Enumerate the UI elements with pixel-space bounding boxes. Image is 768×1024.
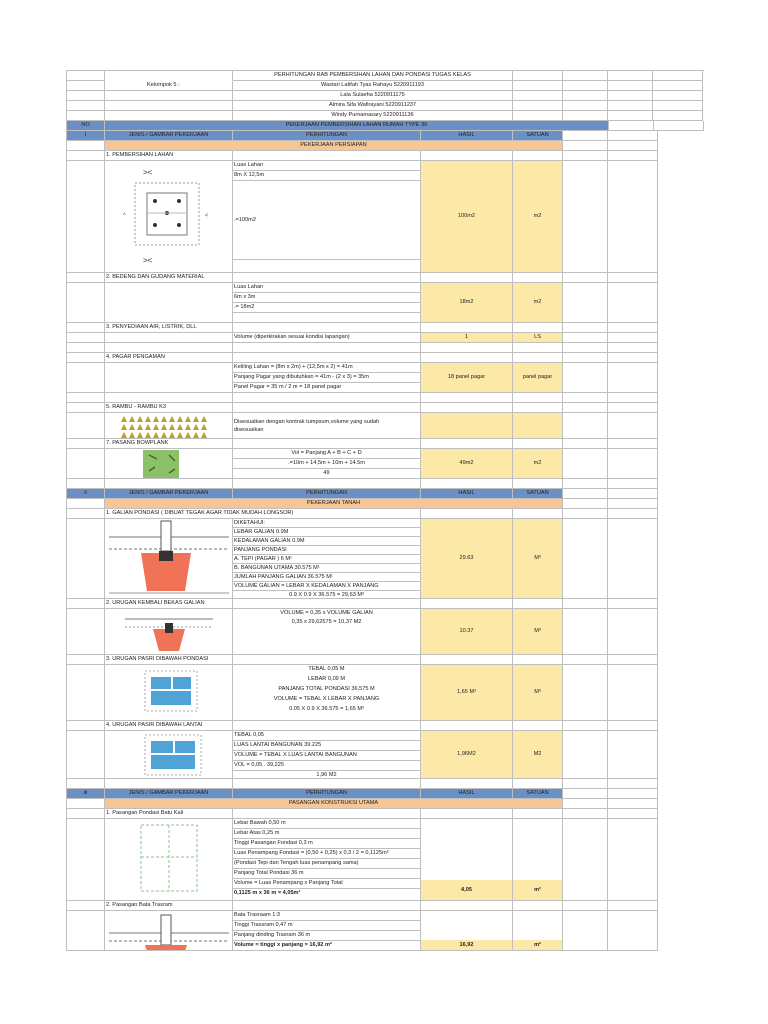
warning-sign-icon — [169, 432, 175, 438]
warning-sign-icon — [177, 416, 183, 422]
member-2: Lala Sulaeha 5220911175 — [233, 91, 513, 101]
section-title: PEKERJAAN PERSIAPAN — [105, 141, 563, 151]
warning-sign-icon — [169, 416, 175, 422]
col-unit: SATUAN — [513, 131, 563, 141]
bowplank-image — [105, 449, 233, 479]
item-label: 1. PEMBERSIHAN LAHAN — [105, 151, 233, 161]
warning-sign-icon — [145, 416, 151, 422]
calc-line: A. TEPI (PAGAR ) 6 M¹ — [233, 555, 420, 564]
calc-line: VOLUME = 0,35 x VOLUME GALIAN — [280, 610, 373, 616]
section-title: PEKERJAAN TANAH — [105, 499, 563, 509]
calc-line: VOLUME = TEBAL X LEBAR X PANJANG — [273, 696, 380, 702]
warning-sign-icon — [129, 416, 135, 422]
col-calc: PERHITUNGAN — [233, 489, 421, 499]
calc-line: Bata Trasraam 1:3 — [233, 911, 420, 921]
col-unit: SATUAN — [513, 489, 563, 499]
calc-line: VOLUME = TEBAL X LUAS LANTAI BANGUNAN — [233, 751, 420, 761]
section-no: iii — [67, 789, 105, 799]
item-label: 3. URUGAN PASRI DIBAWAH PONDASI — [105, 655, 233, 665]
calc-line: TEBAL 0,05 M — [308, 666, 345, 672]
warning-sign-icon — [145, 432, 151, 438]
item-label: 2. Pasangan Bata Trasram — [105, 901, 233, 911]
result-value: 4,05 — [421, 880, 512, 900]
member-1: Wastari Latifah Tyas Rahayu 5220911193 — [233, 81, 513, 91]
top-title: PEKERJAAN PEMBERSIHAN LAHAN RUMAH TYPE 36 — [105, 121, 609, 131]
spreadsheet — [66, 70, 704, 951]
warning-sign-icon — [137, 416, 143, 422]
calc-line: Lebar Bawah 0,50 m — [233, 819, 420, 829]
sand-plan-image — [105, 665, 233, 721]
col-result: HASIL — [421, 489, 513, 499]
warning-sign-icon — [153, 416, 159, 422]
backfill-section-image — [105, 609, 233, 655]
result-value: 1,96M2 — [421, 731, 513, 779]
calc-line: Lebar Atas 0,25 m — [233, 829, 420, 839]
unit-value: LS — [513, 333, 563, 343]
result-value: 29.63 — [421, 519, 513, 599]
calc-line: .= 18m2 — [233, 303, 420, 313]
warning-sign-icon — [121, 416, 127, 422]
warning-sign-icon — [129, 432, 135, 438]
item-label: 2. URUGAN KEMBALI BEKAS GALIAN — [105, 599, 233, 609]
warning-sign-icon — [161, 424, 167, 430]
warning-sign-icon — [137, 424, 143, 430]
calc-line: 6m x 3m — [233, 293, 420, 303]
col-job: JENIS / GAMBAR PEKERJAAN — [105, 489, 233, 499]
group-label: Kelompok 5 : — [105, 81, 233, 91]
warning-sign-icon — [193, 424, 199, 430]
calc-line: Tinggi Pasangan Fondasi 0,3 m — [233, 839, 420, 849]
site-plan-image — [105, 161, 233, 273]
warning-sign-icon — [161, 432, 167, 438]
item-label: 4. PAGAR PENGAMAN — [105, 353, 233, 363]
svg-text:><: >< — [143, 256, 153, 265]
warning-sign-icon — [145, 424, 151, 430]
unit-value: m2 — [513, 449, 563, 479]
calc-line: 0.05 X 0.9 X 36.575 = 1,65 M³ — [289, 706, 364, 712]
safety-signs-image — [105, 413, 233, 439]
result-value: 16,92 — [421, 940, 512, 950]
col-job: JENIS / GAMBAR PEKERJAAN — [105, 131, 233, 141]
col-calc: PERHITUNGAN — [233, 789, 421, 799]
calc-line: Luas Penampang Fondasi = (0,50 + 0,25) x 0,3 / 2 = 0,1125m² — [233, 849, 420, 859]
warning-sign-icon — [201, 416, 207, 422]
calc-line: TEBAL 0,05 — [233, 731, 420, 741]
warning-sign-icon — [153, 432, 159, 438]
warning-sign-icon — [153, 424, 159, 430]
unit-value: M³ — [513, 665, 563, 721]
calc-line: disesuaikan — [234, 426, 264, 433]
result-value: 1 — [421, 333, 513, 343]
warning-sign-icon — [201, 424, 207, 430]
unit-value: M³ — [513, 609, 563, 655]
calc-line: .=10m + 14,5m + 10m + 14.5m — [233, 459, 420, 469]
unit-value: M³ — [513, 519, 563, 599]
unit-value: m³ — [513, 880, 562, 900]
calc-line: .=100m2 — [233, 181, 420, 260]
no-header: NO — [67, 121, 105, 131]
section-no: I — [67, 131, 105, 141]
item-label: 7. PASANG BOWPLANK — [105, 439, 233, 449]
warning-sign-icon — [185, 416, 191, 422]
calc-line: Vol = Panjang A + B + C + D — [233, 449, 420, 459]
warning-sign-icon — [169, 424, 175, 430]
unit-value: m2 — [513, 161, 563, 273]
calc-line: Volume (diperkirakan sesuai kondisi lapangan) — [233, 333, 421, 343]
unit-value: m² — [513, 940, 562, 950]
result-value: 1,65 M³ — [421, 665, 513, 721]
calc-line: 0.9 X 0.9 X 36.575 = 29,63 M³ — [289, 592, 364, 598]
col-calc: PERHITUNGAN — [233, 131, 421, 141]
calc-line: Panjang dinding Trasram 36 m — [233, 931, 420, 941]
calc-line: LUAS LANTAI BANGUNAN 39.225 — [233, 741, 420, 751]
warning-sign-icon — [193, 432, 199, 438]
col-job: JENIS / GAMBAR PEKERJAAN — [105, 789, 233, 799]
warning-sign-icon — [185, 432, 191, 438]
calc-line: Volume = Luas Penampang x Panjang Total — [233, 879, 420, 889]
item-label: 5. RAMBU - RAMBU K3 — [105, 403, 233, 413]
warning-sign-icon — [121, 424, 127, 430]
svg-text:><: >< — [143, 168, 153, 177]
col-unit: SATUAN — [513, 789, 563, 799]
warning-sign-icon — [201, 432, 207, 438]
svg-text:^: ^ — [123, 213, 126, 219]
result-value: 100m2 — [421, 161, 513, 273]
calc-line: Volume = tinggi x panjang = 16,92 m² — [234, 942, 332, 948]
calc-line: VOL = 0,05 . 39,225 — [233, 761, 420, 771]
calc-line: Panjang Pagar yang dibutuhkan = 41m - (2 x 3) = 35m — [233, 373, 420, 383]
calc-line: 0,1125 m x 36 m = 4,05m³ — [234, 890, 301, 896]
warning-sign-icon — [137, 432, 143, 438]
calc-line: Luas Lahan — [233, 161, 420, 171]
item-label: 4. URUGAN PASIR DIBAWAH LANTAI — [105, 721, 233, 731]
calc-line: Keliling Lahan = (8m x 2m) + (12,5m x 2) = 41m — [233, 363, 420, 373]
calc-line: Luas Lahan — [233, 283, 420, 293]
warning-sign-icon — [121, 432, 127, 438]
calc-line: Panel Pagar = 35 m / 2 m = 18 panel pagar — [234, 384, 342, 390]
member-4: Windy Purnamasary 5220911136 — [233, 111, 513, 121]
result-value: 18 panel pagar — [421, 363, 513, 393]
calc-line: Tinggi Trassram 0,47 m — [233, 921, 420, 931]
calc-line: VOLUME GALIAN = LEBAR X KEDALAMAN X PANJANG — [233, 582, 420, 591]
item-label: 1. GALIAN PONDASI ( DIBUAT TEGAK AGAR TIDAK MUDAH LONGSOR) — [105, 509, 421, 519]
calc-line: Disesuaikan dengan kontrak tumpsum,volume yang sudah — [234, 418, 380, 425]
page-title: PERHITUNGAN RAB PEMBERSIHAN LAHAN DAN PONDASI TUGAS KELAS — [233, 71, 513, 81]
svg-text:<: < — [205, 213, 209, 219]
warning-sign-icon — [177, 424, 183, 430]
brick-wall-image — [105, 911, 233, 951]
col-result: HASIL — [421, 789, 513, 799]
calc-line: 8m X 12,5m — [233, 171, 420, 181]
unit-value: panel pagar — [513, 363, 563, 393]
warning-sign-icon — [177, 432, 183, 438]
trench-section-image — [105, 519, 233, 599]
calc-line: PANJANG PONDASI — [233, 546, 420, 555]
section-no: ii — [67, 489, 105, 499]
unit-value: M2 — [513, 731, 563, 779]
calc-line: (Pondasi Tepi dan Tengah luas penampang sama) — [233, 859, 420, 869]
calc-line: LEBAR GALIAN 0.9M — [233, 528, 420, 537]
calc-line: DIKETAHUI: — [233, 519, 420, 528]
col-result: HASIL — [421, 131, 513, 141]
calc-line: 49 — [323, 470, 330, 476]
warning-sign-icon — [193, 416, 199, 422]
calc-line: 0,35 x 29,62575 = 10,37 M2 — [291, 619, 362, 625]
calc-line: 1,96 M2 — [316, 772, 337, 778]
result-value: 18m2 — [421, 283, 513, 323]
result-value: 10.37 — [421, 609, 513, 655]
floor-sand-image — [105, 731, 233, 779]
unit-value: m2 — [513, 283, 563, 323]
result-value: 49m2 — [421, 449, 513, 479]
item-label: 2. BEDENG DAN GUDANG MATERIAL — [105, 273, 233, 283]
warning-sign-icon — [129, 424, 135, 430]
calc-line: KEDALAMAN GALIAN 0.9M — [233, 537, 420, 546]
member-3: Almira Sifa Wafirayani 5220911237 — [233, 101, 513, 111]
section-title: PASANGAN KONSTRUKSI UTAMA — [105, 799, 563, 809]
item-label: 3. PENYEDIAAN AIR, LISTRIK, DLL — [105, 323, 233, 333]
item-label: 1. Pasangan Pondasi Batu Kali — [105, 809, 233, 819]
foundation-plan-image — [105, 819, 233, 901]
warning-sign-icon — [161, 416, 167, 422]
calc-line: JUMLAH PANJANG GALIAN 36.575 M¹ — [233, 573, 420, 582]
calc-line: B. BANGUNAN UTAMA 30.575 M¹ — [233, 564, 420, 573]
warning-sign-icon — [185, 424, 191, 430]
calc-line: PANJANG TOTAL PONDASI 36,575 M — [278, 686, 375, 692]
calc-line: Panjang Total Pondasi 36 m — [233, 869, 420, 879]
calc-line: LEBAR 0,09 M — [308, 676, 345, 682]
